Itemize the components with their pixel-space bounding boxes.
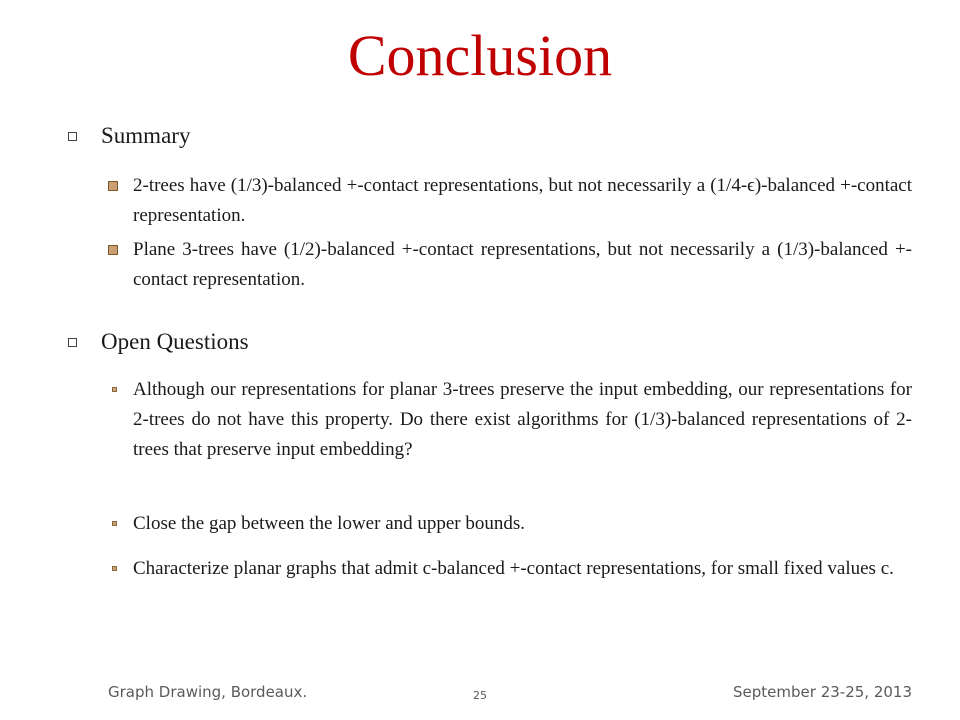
slide-title: Conclusion — [347, 23, 613, 88]
small-square-bullet-icon — [112, 521, 117, 526]
open-question-item — [108, 375, 912, 465]
summary-item — [108, 235, 912, 295]
open-question-text: Characterize planar graphs that admit c-balanced +-contact representations, for small fixed values c. — [133, 558, 894, 579]
footer-venue: Graph Drawing, Bordeaux. — [108, 683, 308, 701]
open-question-text: Close the gap between the lower and upper bounds. — [133, 513, 526, 534]
square-bullet-icon — [108, 181, 118, 191]
open-question-item — [108, 509, 912, 539]
open-question-item — [108, 554, 912, 584]
hollow-square-bullet-icon — [68, 132, 77, 141]
hollow-square-bullet-icon — [68, 338, 77, 347]
open-questions-heading-label: Open Questions — [101, 329, 249, 354]
summary-item — [108, 171, 912, 231]
summary-item-text: Plane 3-trees have (1/2)-balanced +-contact representations, but not necessarily a (1/3)-balanced +-contact representation. — [133, 239, 912, 290]
square-bullet-icon — [108, 245, 118, 255]
small-square-bullet-icon — [112, 566, 117, 571]
page-number: 25 — [473, 689, 487, 702]
summary-item-text: 2-trees have (1/3)-balanced +-contact representations, but not necessarily a (1/4-ϵ)-balanced +-contact representation. — [133, 175, 912, 226]
open-question-text: Although our representations for planar 3-trees preserve the input embedding, our representations for 2-trees do not have this property. Do there exist algorithms for (1/3)-balanced representations of 2-trees that preserve input embedding? — [133, 379, 912, 460]
small-square-bullet-icon — [112, 387, 117, 392]
summary-heading-label: Summary — [101, 123, 191, 148]
footer-date: September 23-25, 2013 — [733, 683, 912, 701]
